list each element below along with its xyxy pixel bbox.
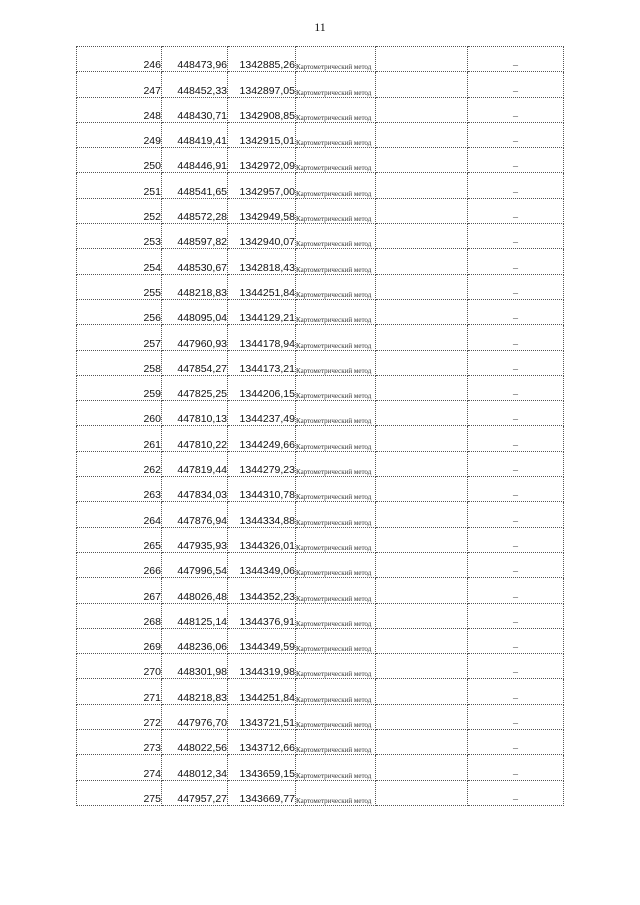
coordinate-x: 448430,71 — [162, 97, 228, 122]
dash-cell: – — [468, 654, 564, 679]
method-text: Картометрический метод — [296, 215, 372, 224]
empty-cell — [376, 578, 468, 603]
coordinate-y: 1344319,98 — [228, 654, 296, 679]
point-number: 261 — [77, 426, 162, 451]
empty-cell — [376, 704, 468, 729]
point-number: 246 — [77, 47, 162, 72]
dash-cell: – — [468, 578, 564, 603]
coordinate-y: 1342818,43 — [228, 249, 296, 274]
dash-cell: – — [468, 426, 564, 451]
point-number: 248 — [77, 97, 162, 122]
method-cell — [296, 654, 376, 679]
dash-cell: – — [468, 274, 564, 299]
coordinate-x: 447976,70 — [162, 704, 228, 729]
method-text: Картометрический метод — [296, 189, 372, 198]
method-cell — [296, 97, 376, 122]
table-row — [77, 375, 564, 400]
method-cell — [296, 274, 376, 299]
method-text: Картометрический метод — [296, 442, 372, 451]
method-text: Картометрический метод — [296, 417, 372, 426]
coordinate-x: 447935,93 — [162, 527, 228, 552]
empty-cell — [376, 730, 468, 755]
method-text: Картометрический метод — [296, 240, 372, 249]
dash-cell: – — [468, 173, 564, 198]
coordinate-x: 448236,06 — [162, 628, 228, 653]
coordinate-y: 1344349,59 — [228, 628, 296, 653]
method-cell — [296, 426, 376, 451]
empty-cell — [376, 628, 468, 653]
empty-cell — [376, 552, 468, 577]
table-row — [77, 477, 564, 502]
table-row — [77, 679, 564, 704]
empty-cell — [376, 780, 468, 805]
coordinate-x: 448301,98 — [162, 654, 228, 679]
dash-cell: – — [468, 401, 564, 426]
method-text: Картометрический метод — [296, 619, 372, 628]
coordinate-x: 448026,48 — [162, 578, 228, 603]
coordinate-x: 447996,54 — [162, 552, 228, 577]
point-number: 267 — [77, 578, 162, 603]
point-number: 252 — [77, 198, 162, 223]
coordinate-x: 448218,83 — [162, 274, 228, 299]
method-text: Картометрический метод — [296, 670, 372, 679]
dash-cell: – — [468, 224, 564, 249]
method-cell — [296, 224, 376, 249]
coordinate-x: 447819,44 — [162, 451, 228, 476]
coordinate-x: 448452,33 — [162, 72, 228, 97]
empty-cell — [376, 249, 468, 274]
empty-cell — [376, 148, 468, 173]
coordinate-y: 1344251,84 — [228, 679, 296, 704]
coordinate-x: 447854,27 — [162, 350, 228, 375]
dash-cell: – — [468, 730, 564, 755]
coordinate-y: 1342940,07 — [228, 224, 296, 249]
table-row — [77, 401, 564, 426]
table-row — [77, 47, 564, 72]
coordinate-y: 1344129,21 — [228, 299, 296, 324]
empty-cell — [376, 451, 468, 476]
table-row — [77, 249, 564, 274]
coordinate-y: 1344326,01 — [228, 527, 296, 552]
method-cell — [296, 350, 376, 375]
method-text: Картометрический метод — [296, 771, 372, 780]
point-number: 263 — [77, 477, 162, 502]
dash-cell: – — [468, 198, 564, 223]
coordinate-x: 448541,65 — [162, 173, 228, 198]
method-cell — [296, 173, 376, 198]
point-number: 272 — [77, 704, 162, 729]
point-number: 264 — [77, 502, 162, 527]
method-text: Картометрический метод — [296, 518, 372, 527]
method-text: Картометрический метод — [296, 316, 372, 325]
method-cell — [296, 148, 376, 173]
coordinate-x: 448012,34 — [162, 755, 228, 780]
coordinate-y: 1344334,88 — [228, 502, 296, 527]
coordinates-table-body — [77, 47, 564, 806]
table-row — [77, 578, 564, 603]
empty-cell — [376, 375, 468, 400]
coordinate-y: 1343659,15 — [228, 755, 296, 780]
method-text: Картометрический метод — [296, 265, 372, 274]
point-number: 249 — [77, 122, 162, 147]
point-number: 256 — [77, 299, 162, 324]
coordinate-y: 1342897,05 — [228, 72, 296, 97]
point-number: 255 — [77, 274, 162, 299]
empty-cell — [376, 654, 468, 679]
method-cell — [296, 451, 376, 476]
dash-cell: – — [468, 148, 564, 173]
dash-cell: – — [468, 249, 564, 274]
coordinate-y: 1344237,49 — [228, 401, 296, 426]
empty-cell — [376, 755, 468, 780]
table-row — [77, 603, 564, 628]
method-text: Картометрический метод — [296, 113, 372, 122]
method-cell — [296, 603, 376, 628]
dash-cell: – — [468, 780, 564, 805]
point-number: 274 — [77, 755, 162, 780]
method-cell — [296, 578, 376, 603]
empty-cell — [376, 97, 468, 122]
coordinate-y: 1344310,78 — [228, 477, 296, 502]
coordinate-x: 448446,91 — [162, 148, 228, 173]
dash-cell: – — [468, 704, 564, 729]
method-cell — [296, 552, 376, 577]
coordinate-y: 1342949,58 — [228, 198, 296, 223]
coordinate-x: 447810,13 — [162, 401, 228, 426]
point-number: 273 — [77, 730, 162, 755]
table-row — [77, 426, 564, 451]
method-cell — [296, 755, 376, 780]
coordinate-x: 447834,03 — [162, 477, 228, 502]
coordinate-x: 448125,14 — [162, 603, 228, 628]
coordinate-y: 1342885,26 — [228, 47, 296, 72]
table-row — [77, 299, 564, 324]
method-cell — [296, 730, 376, 755]
table-row — [77, 552, 564, 577]
empty-cell — [376, 274, 468, 299]
dash-cell: – — [468, 375, 564, 400]
dash-cell: – — [468, 97, 564, 122]
coordinate-y: 1342972,09 — [228, 148, 296, 173]
method-text: Картометрический метод — [296, 746, 372, 755]
coordinate-y: 1344173,21 — [228, 350, 296, 375]
method-text: Картометрический метод — [296, 493, 372, 502]
coordinate-x: 447876,94 — [162, 502, 228, 527]
coordinate-y: 1342957,00 — [228, 173, 296, 198]
coordinate-x: 447957,27 — [162, 780, 228, 805]
dash-cell: – — [468, 755, 564, 780]
method-text: Картометрический метод — [296, 594, 372, 603]
method-cell — [296, 72, 376, 97]
dash-cell: – — [468, 122, 564, 147]
coordinate-y: 1344251,84 — [228, 274, 296, 299]
coordinate-x: 448218,83 — [162, 679, 228, 704]
table-row — [77, 628, 564, 653]
dash-cell: – — [468, 72, 564, 97]
method-cell — [296, 679, 376, 704]
table-row — [77, 654, 564, 679]
method-cell — [296, 502, 376, 527]
dash-cell: – — [468, 628, 564, 653]
table-row — [77, 274, 564, 299]
dash-cell: – — [468, 552, 564, 577]
table-row — [77, 502, 564, 527]
dash-cell: – — [468, 477, 564, 502]
method-cell — [296, 401, 376, 426]
dash-cell: – — [468, 527, 564, 552]
table-row — [77, 148, 564, 173]
empty-cell — [376, 173, 468, 198]
dash-cell: – — [468, 47, 564, 72]
coordinate-y: 1343669,77 — [228, 780, 296, 805]
coordinate-x: 448095,04 — [162, 299, 228, 324]
table-row — [77, 224, 564, 249]
empty-cell — [376, 47, 468, 72]
method-cell — [296, 198, 376, 223]
coordinate-y: 1344249,66 — [228, 426, 296, 451]
coordinate-y: 1344376,91 — [228, 603, 296, 628]
method-cell — [296, 704, 376, 729]
method-text: Картометрический метод — [296, 543, 372, 552]
coordinate-x: 447810,22 — [162, 426, 228, 451]
table-row — [77, 97, 564, 122]
point-number: 250 — [77, 148, 162, 173]
coordinate-y: 1343721,51 — [228, 704, 296, 729]
point-number: 265 — [77, 527, 162, 552]
empty-cell — [376, 679, 468, 704]
empty-cell — [376, 426, 468, 451]
method-cell — [296, 122, 376, 147]
dash-cell: – — [468, 679, 564, 704]
empty-cell — [376, 350, 468, 375]
point-number: 269 — [77, 628, 162, 653]
point-number: 271 — [77, 679, 162, 704]
point-number: 254 — [77, 249, 162, 274]
empty-cell — [376, 502, 468, 527]
coordinate-y: 1344352,23 — [228, 578, 296, 603]
method-text: Картометрический метод — [296, 63, 372, 72]
table-row — [77, 780, 564, 805]
table-row — [77, 527, 564, 552]
table-row — [77, 730, 564, 755]
coordinate-x: 448530,67 — [162, 249, 228, 274]
table-row — [77, 755, 564, 780]
empty-cell — [376, 477, 468, 502]
method-cell — [296, 780, 376, 805]
coordinate-x: 448022,56 — [162, 730, 228, 755]
point-number: 251 — [77, 173, 162, 198]
dash-cell: – — [468, 451, 564, 476]
point-number: 270 — [77, 654, 162, 679]
coordinate-x: 448572,28 — [162, 198, 228, 223]
point-number: 266 — [77, 552, 162, 577]
coordinates-table — [76, 46, 564, 806]
empty-cell — [376, 122, 468, 147]
point-number: 262 — [77, 451, 162, 476]
method-text: Картометрический метод — [296, 796, 372, 805]
method-text: Картометрический метод — [296, 88, 372, 97]
point-number: 257 — [77, 325, 162, 350]
empty-cell — [376, 527, 468, 552]
coordinate-x: 447960,93 — [162, 325, 228, 350]
method-text: Картометрический метод — [296, 341, 372, 350]
method-text: Картометрический метод — [296, 164, 372, 173]
table-row — [77, 325, 564, 350]
table-row — [77, 72, 564, 97]
coordinate-y: 1342915,01 — [228, 122, 296, 147]
method-text: Картометрический метод — [296, 721, 372, 730]
table-row — [77, 350, 564, 375]
point-number: 260 — [77, 401, 162, 426]
method-cell — [296, 299, 376, 324]
empty-cell — [376, 299, 468, 324]
dash-cell: – — [468, 325, 564, 350]
empty-cell — [376, 325, 468, 350]
table-row — [77, 704, 564, 729]
method-text: Картометрический метод — [296, 569, 372, 578]
method-text: Картометрический метод — [296, 139, 372, 148]
table-row — [77, 451, 564, 476]
point-number: 247 — [77, 72, 162, 97]
table-row — [77, 198, 564, 223]
method-text: Картометрический метод — [296, 366, 372, 375]
method-cell — [296, 47, 376, 72]
method-text: Картометрический метод — [296, 290, 372, 299]
coordinate-x: 448419,41 — [162, 122, 228, 147]
method-cell — [296, 527, 376, 552]
empty-cell — [376, 603, 468, 628]
empty-cell — [376, 401, 468, 426]
dash-cell: – — [468, 603, 564, 628]
method-cell — [296, 628, 376, 653]
page-number: 11 — [314, 20, 326, 34]
coordinate-y: 1344279,23 — [228, 451, 296, 476]
point-number: 258 — [77, 350, 162, 375]
table-row — [77, 122, 564, 147]
method-cell — [296, 325, 376, 350]
coordinate-x: 448597,82 — [162, 224, 228, 249]
empty-cell — [376, 224, 468, 249]
point-number: 268 — [77, 603, 162, 628]
point-number: 275 — [77, 780, 162, 805]
coordinate-y: 1343712,66 — [228, 730, 296, 755]
dash-cell: – — [468, 502, 564, 527]
method-text: Картометрический метод — [296, 392, 372, 401]
point-number: 253 — [77, 224, 162, 249]
empty-cell — [376, 198, 468, 223]
method-text: Картометрический метод — [296, 468, 372, 477]
coordinate-x: 447825,25 — [162, 375, 228, 400]
method-text: Картометрический метод — [296, 695, 372, 704]
point-number: 259 — [77, 375, 162, 400]
dash-cell: – — [468, 299, 564, 324]
coordinate-y: 1344206,15 — [228, 375, 296, 400]
method-text: Картометрический метод — [296, 645, 372, 654]
coordinate-y: 1344349,06 — [228, 552, 296, 577]
empty-cell — [376, 72, 468, 97]
method-cell — [296, 249, 376, 274]
coordinate-x: 448473,96 — [162, 47, 228, 72]
method-cell — [296, 375, 376, 400]
dash-cell: – — [468, 350, 564, 375]
coordinate-y: 1342908,85 — [228, 97, 296, 122]
table-row — [77, 173, 564, 198]
coordinate-y: 1344178,94 — [228, 325, 296, 350]
method-cell — [296, 477, 376, 502]
